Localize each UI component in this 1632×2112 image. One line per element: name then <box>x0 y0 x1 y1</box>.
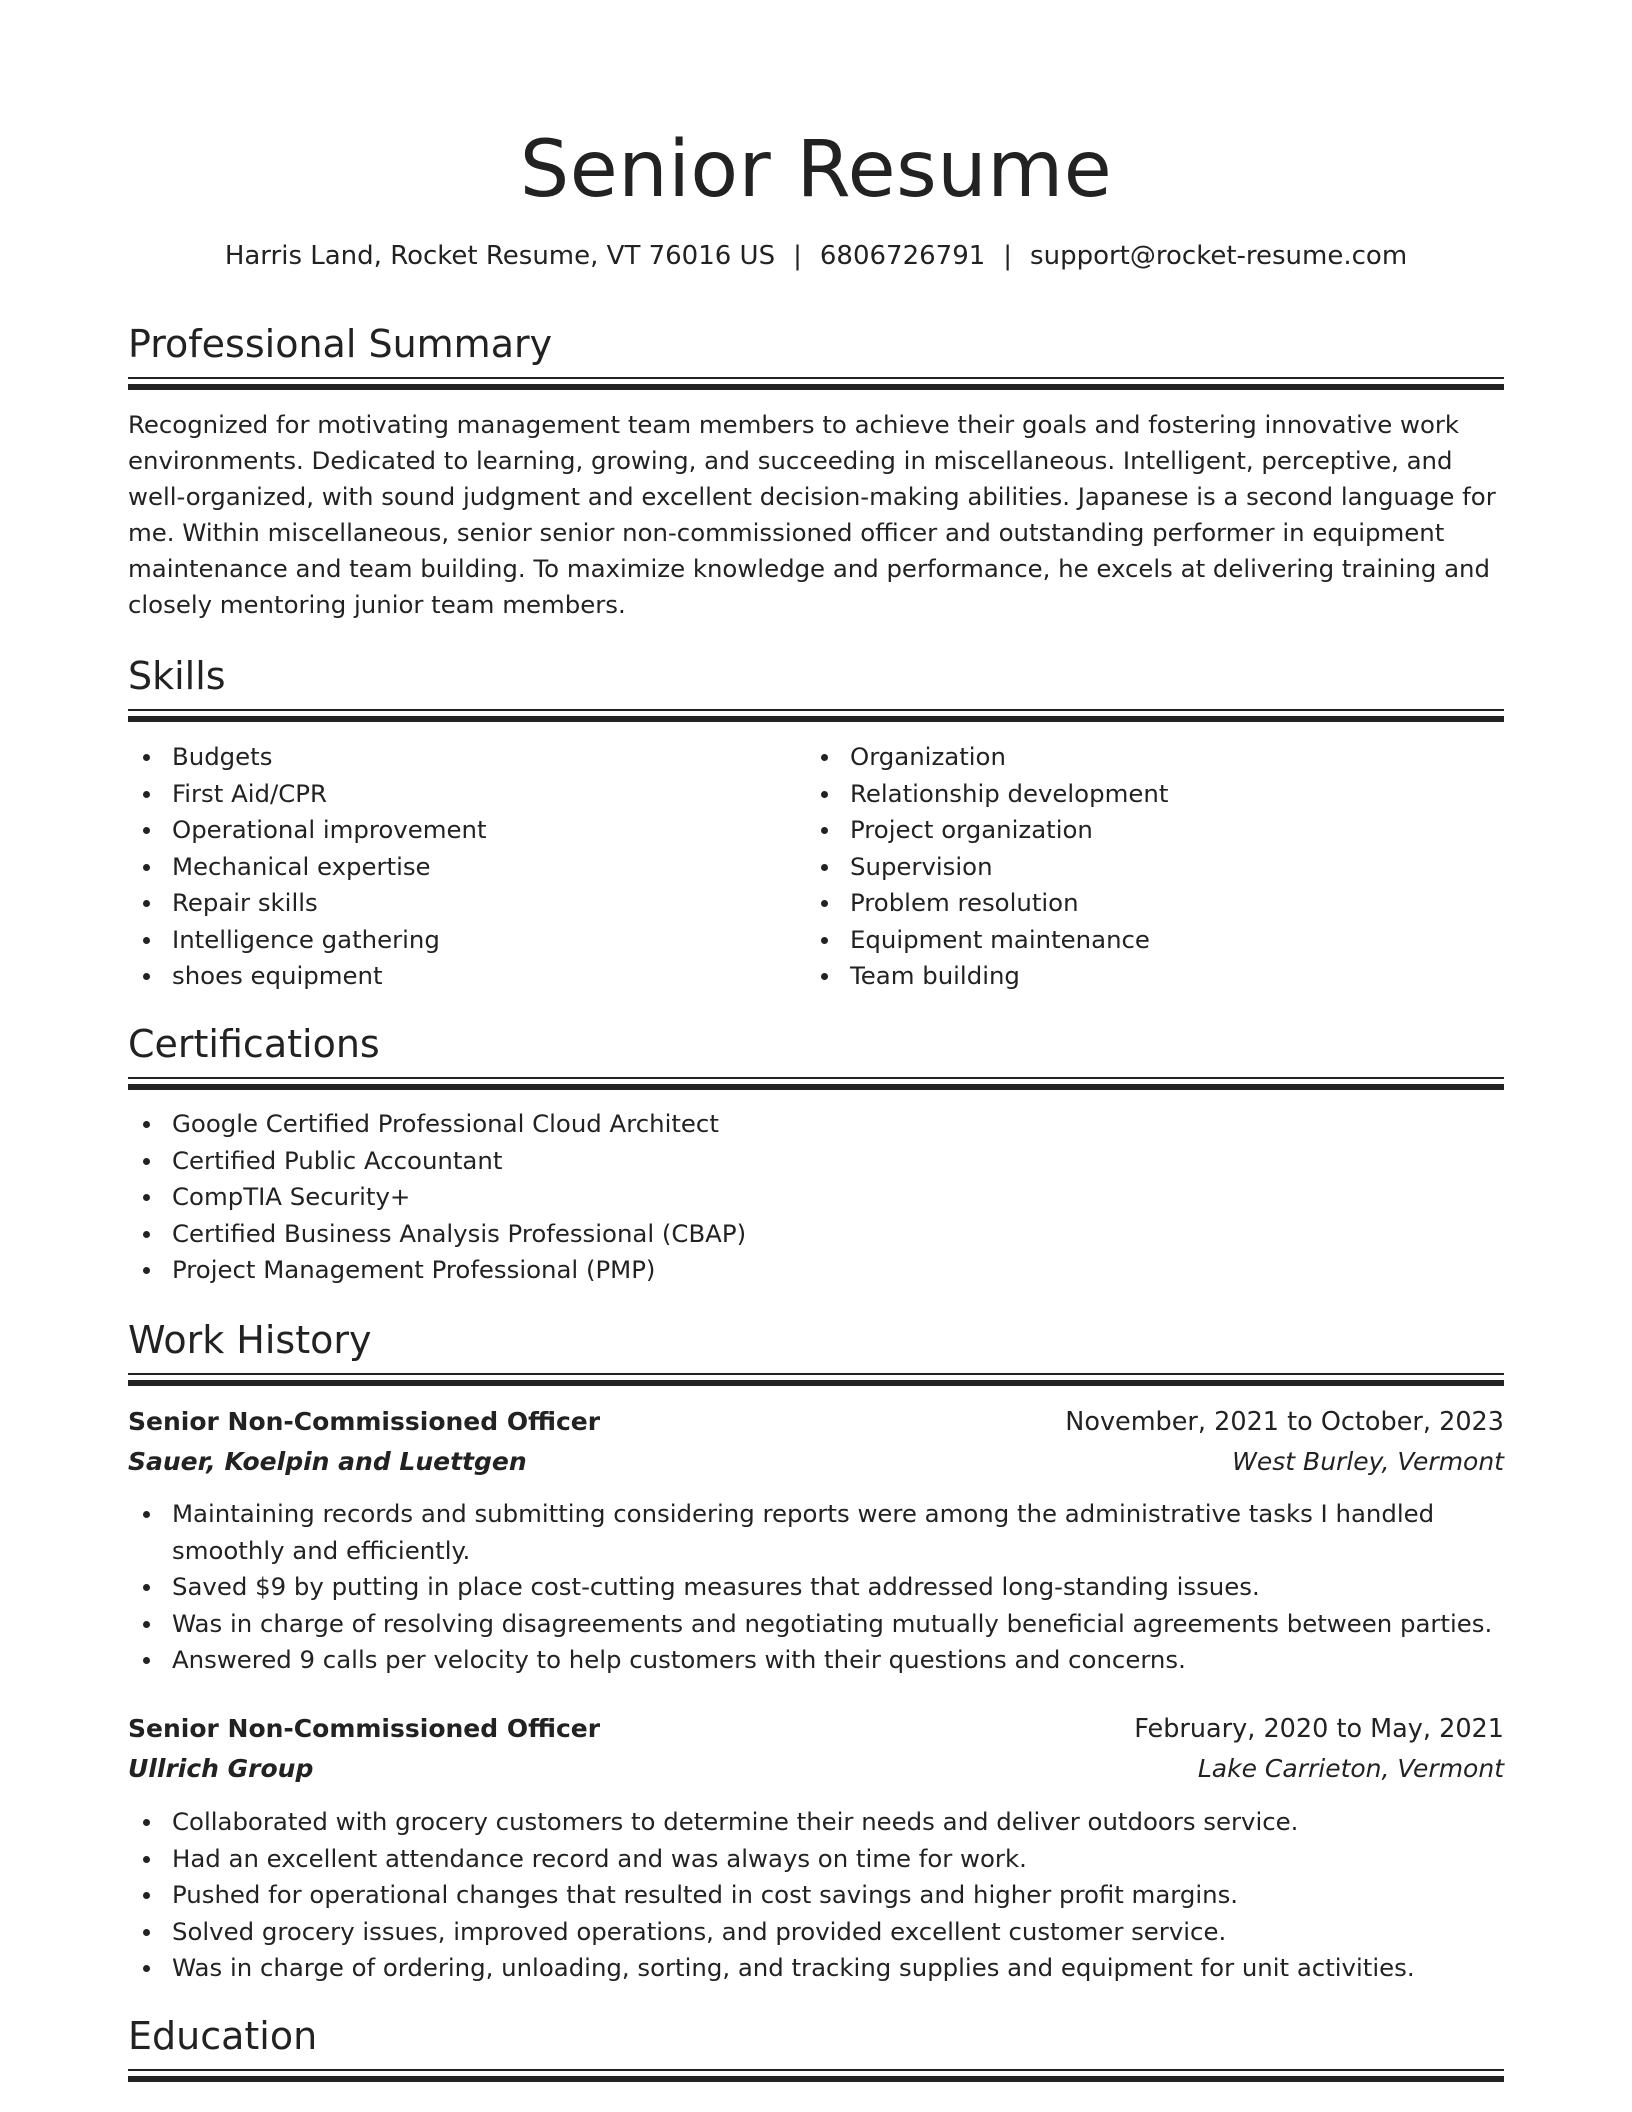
certification-item: Certified Public Accountant <box>128 1143 1504 1180</box>
skill-item: Equipment maintenance <box>806 922 1496 959</box>
job-dates: February, 2020 to May, 2021 <box>1134 1714 1504 1744</box>
job-bullet: Was in charge of ordering, unloading, sorting, and tracking supplies and equipment for unit activities. <box>128 1950 1504 1987</box>
section-divider <box>128 1077 1504 1091</box>
job-bullet: Was in charge of resolving disagreements and negotiating mutually beneficial agreements between parties. <box>128 1606 1504 1643</box>
skill-item: Organization <box>806 739 1496 776</box>
section-divider <box>128 2069 1504 2083</box>
skill-item: Repair skills <box>128 885 788 922</box>
job-header <box>128 1402 1504 1482</box>
certification-item: Certified Business Analysis Professional (CBAP) <box>128 1216 1504 1253</box>
contact-separator: | <box>1003 241 1013 271</box>
skill-item: Relationship development <box>806 776 1496 813</box>
contact-address: Harris Land, Rocket Resume, VT 76016 US <box>224 241 776 271</box>
skill-item: Project organization <box>806 812 1496 849</box>
contact-phone: 6806726791 <box>819 241 986 271</box>
job-bullet: Answered 9 calls per velocity to help customers with their questions and concerns. <box>128 1642 1504 1679</box>
section-title-work-history: Work History <box>128 1318 372 1362</box>
job-bullets <box>128 1804 1504 1987</box>
skills-right-column <box>806 739 1496 995</box>
job-company: Sauer, Koelpin and Luettgen <box>128 1447 527 1476</box>
resume-name: Senior Resume <box>519 125 1113 215</box>
job-dates: November, 2021 to October, 2023 <box>1065 1407 1504 1437</box>
skill-item: First Aid/CPR <box>128 776 788 813</box>
job-bullet: Collaborated with grocery customers to determine their needs and deliver outdoors service. <box>128 1804 1504 1841</box>
skill-item: Supervision <box>806 849 1496 886</box>
skill-item: shoes equipment <box>128 958 788 995</box>
contact-line <box>128 236 1504 276</box>
certification-item: CompTIA Security+ <box>128 1179 1504 1216</box>
skill-item: Operational improvement <box>128 812 788 849</box>
job-title: Senior Non-Commissioned Officer <box>128 1407 601 1436</box>
section-divider <box>128 709 1504 723</box>
job-location: West Burley, Vermont <box>1232 1447 1504 1476</box>
section-title-skills: Skills <box>128 654 226 698</box>
summary-text: Recognized for motivating management team members to achieve their goals and fostering innovative work environments. Dedicated to learning, growing, and succeeding in miscellaneous. Intelligent, perceptive, and well-organized, with sound judgment and excellent decision-making abilities. Japanese is a second language for me. Within miscellaneous, senior senior non-commissioned officer and outstanding performer in equipment maintenance and team building. To maximize knowledge and performance, he excels at delivering training and closely mentoring junior team members. <box>128 410 1496 619</box>
job-bullet: Had an excellent attendance record and was always on time for work. <box>128 1841 1504 1878</box>
section-title-education: Education <box>128 2014 318 2058</box>
certification-item: Project Management Professional (PMP) <box>128 1252 1504 1289</box>
skill-item: Mechanical expertise <box>128 849 788 886</box>
contact-separator: | <box>793 241 802 271</box>
job-bullet: Maintaining records and submitting considering reports were among the administrative tasks I handled smoothly and efficiently. <box>128 1496 1504 1569</box>
skill-item: Team building <box>806 958 1496 995</box>
skill-item: Intelligence gathering <box>128 922 788 959</box>
job-company: Ullrich Group <box>128 1754 314 1783</box>
section-title-certifications: Certifications <box>128 1022 380 1066</box>
section-divider <box>128 1373 1504 1387</box>
section-divider <box>128 377 1504 391</box>
contact-email: support@rocket-resume.com <box>1030 241 1408 271</box>
job-bullets <box>128 1496 1504 1679</box>
skill-item: Budgets <box>128 739 788 776</box>
certifications-list <box>128 1106 1504 1289</box>
job-bullet: Pushed for operational changes that resulted in cost savings and higher profit margins. <box>128 1877 1504 1914</box>
job-location: Lake Carrieton, Vermont <box>1197 1754 1504 1783</box>
job-bullet: Solved grocery issues, improved operations, and provided excellent customer service. <box>128 1914 1504 1951</box>
job-header <box>128 1709 1504 1789</box>
section-title-summary: Professional Summary <box>128 322 553 366</box>
job-bullet: Saved $9 by putting in place cost-cutting measures that addressed long-standing issues. <box>128 1569 1504 1606</box>
skills-left-column <box>128 739 788 995</box>
job-title: Senior Non-Commissioned Officer <box>128 1714 601 1743</box>
certification-item: Google Certified Professional Cloud Architect <box>128 1106 1504 1143</box>
skill-item: Problem resolution <box>806 885 1496 922</box>
